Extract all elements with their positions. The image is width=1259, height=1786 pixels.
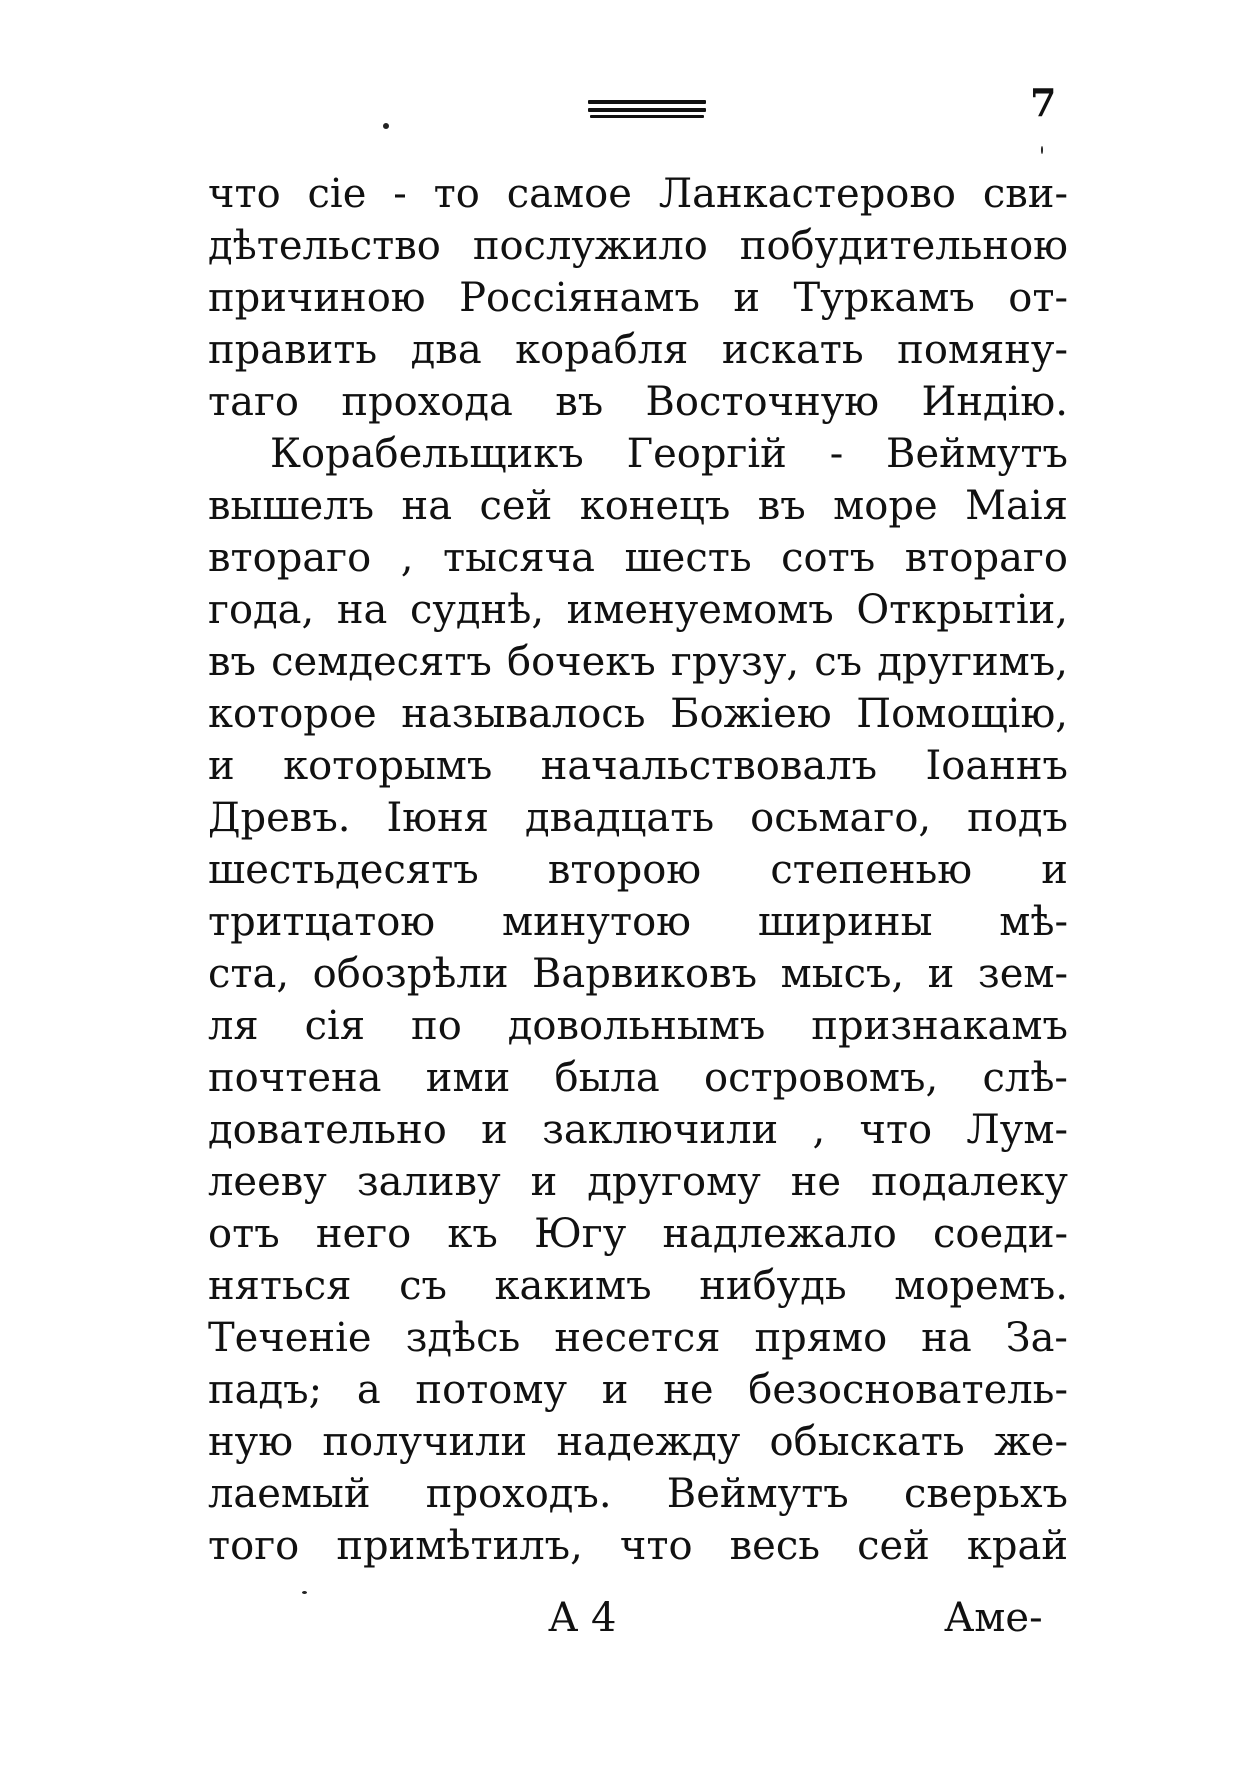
text-line [208, 1260, 1068, 1312]
word: довольнымъ [507, 1003, 766, 1049]
word: и [927, 951, 955, 997]
word: двадцать [525, 795, 715, 841]
word: падъ; [208, 1367, 323, 1413]
word: и [208, 743, 235, 789]
word: лаемый [208, 1471, 371, 1517]
word: примѣтилъ, [336, 1523, 583, 1569]
word: на [921, 1315, 972, 1361]
text-line [208, 896, 1068, 948]
word: начальствовалъ [540, 743, 878, 789]
word: причиною [208, 275, 426, 321]
text-line [208, 740, 1068, 792]
text-line [208, 1520, 1068, 1572]
word: Георгій [626, 431, 787, 477]
text-line [208, 480, 1068, 532]
text-line [208, 584, 1068, 636]
ink-speck [383, 123, 389, 129]
word: прохода [341, 379, 513, 425]
word: подъ [967, 795, 1068, 841]
word: что [859, 1107, 933, 1153]
word: Божіею [670, 691, 832, 737]
word: соеди- [933, 1211, 1068, 1257]
page-number: 7 [1030, 80, 1057, 125]
word: почтена [208, 1055, 382, 1101]
word: весь [729, 1523, 820, 1569]
word: которое [208, 691, 377, 737]
word: от- [1008, 275, 1068, 321]
word: съ [399, 1263, 447, 1309]
word: Веймутъ [886, 431, 1068, 477]
word: Россіянамъ [459, 275, 700, 321]
word: няться [208, 1263, 352, 1309]
word: заливу [356, 1159, 501, 1205]
ornament-bar [588, 108, 706, 112]
word: За- [1005, 1315, 1068, 1361]
word: Индію. [921, 379, 1068, 425]
word: суднѣ, [409, 587, 545, 633]
word: мысъ, [780, 951, 905, 997]
word: была [554, 1055, 660, 1101]
word: нибудь [699, 1263, 847, 1309]
word: не [663, 1367, 714, 1413]
word: Восточную [645, 379, 880, 425]
text-line [208, 428, 1068, 480]
word: втораго [208, 535, 372, 581]
ink-speck [1041, 146, 1043, 154]
word: по [411, 1003, 462, 1049]
word: ную [208, 1419, 294, 1465]
word: въ [208, 639, 256, 685]
word: то [433, 171, 480, 217]
word: два [410, 327, 482, 373]
word: потому [415, 1367, 568, 1413]
word: ста, [208, 951, 290, 997]
header-rule-ornament [588, 98, 706, 118]
text-line [208, 1312, 1068, 1364]
word: мѣ- [999, 899, 1068, 945]
word: года, [208, 587, 315, 633]
word: сви- [982, 171, 1068, 217]
signature-mark: А 4 [548, 1595, 617, 1641]
word: заключили [542, 1107, 779, 1153]
word: другому [587, 1159, 761, 1205]
word: помяну- [897, 327, 1068, 373]
text-line [208, 948, 1068, 1000]
word: Маія [965, 483, 1068, 529]
word: минутою [501, 899, 691, 945]
word: же- [993, 1419, 1068, 1465]
word: тритцатою [208, 899, 436, 945]
word: Корабельщикъ [270, 431, 584, 477]
word: семдесятъ [271, 639, 492, 685]
word: довательно [208, 1107, 447, 1153]
word: Открытіи, [856, 587, 1068, 633]
word: зем- [977, 951, 1068, 997]
word: Лум- [966, 1107, 1068, 1153]
ornament-bar [588, 100, 706, 104]
word: и [530, 1159, 558, 1205]
text-line [208, 844, 1068, 896]
word: бочекъ [507, 639, 656, 685]
word: признакамъ [811, 1003, 1068, 1049]
word: что [619, 1523, 693, 1569]
text-line [208, 1416, 1068, 1468]
ornament-bar [590, 115, 704, 118]
text-line [208, 1052, 1068, 1104]
word: степенью [770, 847, 973, 893]
word: край [966, 1523, 1068, 1569]
word: искать [721, 327, 864, 373]
word: шесть [624, 535, 752, 581]
word: и [601, 1367, 629, 1413]
word: Ланкастерово [658, 171, 956, 217]
word: отъ [208, 1211, 280, 1257]
word: ширины [757, 899, 933, 945]
text-line [208, 376, 1068, 428]
word: Помощію, [856, 691, 1068, 737]
body-text [208, 168, 1068, 1572]
text-line [208, 1364, 1068, 1416]
word: Веймутъ [666, 1471, 849, 1517]
word: и [733, 275, 761, 321]
word: сей [479, 483, 553, 529]
catchword: Аме- [944, 1595, 1043, 1641]
word: моремъ. [894, 1263, 1068, 1309]
word: островомъ, [704, 1055, 939, 1101]
word: сотъ [781, 535, 876, 581]
word: какимъ [494, 1263, 652, 1309]
text-line [208, 272, 1068, 324]
word: надлежало [662, 1211, 897, 1257]
word: него [315, 1211, 412, 1257]
word: Древъ. [208, 795, 351, 841]
word: корабля [515, 327, 689, 373]
word: сверьхъ [903, 1471, 1068, 1517]
text-line [208, 1468, 1068, 1520]
word: Туркамъ [793, 275, 975, 321]
word: грузу, [670, 639, 800, 685]
word: шестьдесятъ [208, 847, 479, 893]
text-line [208, 220, 1068, 272]
word: лееву [208, 1159, 327, 1205]
word: получили [322, 1419, 528, 1465]
word: побудительною [739, 223, 1068, 269]
word: сія [304, 1003, 366, 1049]
word: безоснователь- [748, 1367, 1068, 1413]
text-line [208, 636, 1068, 688]
word: подалеку [871, 1159, 1068, 1205]
word: обозрѣли [312, 951, 509, 997]
word: второю [547, 847, 702, 893]
word: на [336, 587, 388, 633]
word: обыскать [769, 1419, 965, 1465]
text-line [208, 1104, 1068, 1156]
word: Іоаннъ [925, 743, 1068, 789]
text-line [208, 532, 1068, 584]
word: вышелъ [208, 483, 375, 529]
word: слѣ- [982, 1055, 1068, 1101]
text-line [208, 324, 1068, 376]
word: Іюня [386, 795, 490, 841]
word: и [1041, 847, 1068, 893]
word: море [833, 483, 938, 529]
word: осьмаго, [750, 795, 932, 841]
word: и [481, 1107, 508, 1153]
word: - [393, 171, 407, 217]
word: называлось [401, 691, 646, 737]
word: къ [447, 1211, 498, 1257]
word: въ [555, 379, 604, 425]
text-line [208, 688, 1068, 740]
word: послужило [472, 223, 708, 269]
word: другимъ, [877, 639, 1068, 685]
word: въ [757, 483, 806, 529]
word: таго [208, 379, 300, 425]
text-line [208, 168, 1068, 220]
word: сіе [307, 171, 367, 217]
word: сей [857, 1523, 930, 1569]
word: Югу [534, 1211, 627, 1257]
word: а [356, 1367, 381, 1413]
word: что [208, 171, 281, 217]
word: , [812, 1107, 826, 1153]
word: несется [554, 1315, 721, 1361]
word: именуемомъ [566, 587, 834, 633]
word: , [400, 535, 414, 581]
word: ля [208, 1003, 259, 1049]
word: которымъ [283, 743, 493, 789]
word: втораго [904, 535, 1068, 581]
ink-speck [302, 1591, 307, 1594]
word: на [401, 483, 453, 529]
word: - [829, 431, 844, 477]
word: съ [814, 639, 863, 685]
word: Теченіе [208, 1315, 372, 1361]
text-line [208, 1156, 1068, 1208]
word: проходъ. [425, 1471, 612, 1517]
word: не [790, 1159, 842, 1205]
word: самое [506, 171, 632, 217]
word: надежду [556, 1419, 741, 1465]
word: тысяча [443, 535, 595, 581]
text-line [208, 1208, 1068, 1260]
text-line [208, 792, 1068, 844]
word: того [208, 1523, 300, 1569]
text-line [208, 1000, 1068, 1052]
word: прямо [754, 1315, 888, 1361]
word: здѣсь [405, 1315, 521, 1361]
word: дѣтельство [208, 223, 441, 269]
word: конецъ [579, 483, 731, 529]
word: Варвиковъ [532, 951, 758, 997]
word: править [208, 327, 378, 373]
word: ими [425, 1055, 511, 1101]
